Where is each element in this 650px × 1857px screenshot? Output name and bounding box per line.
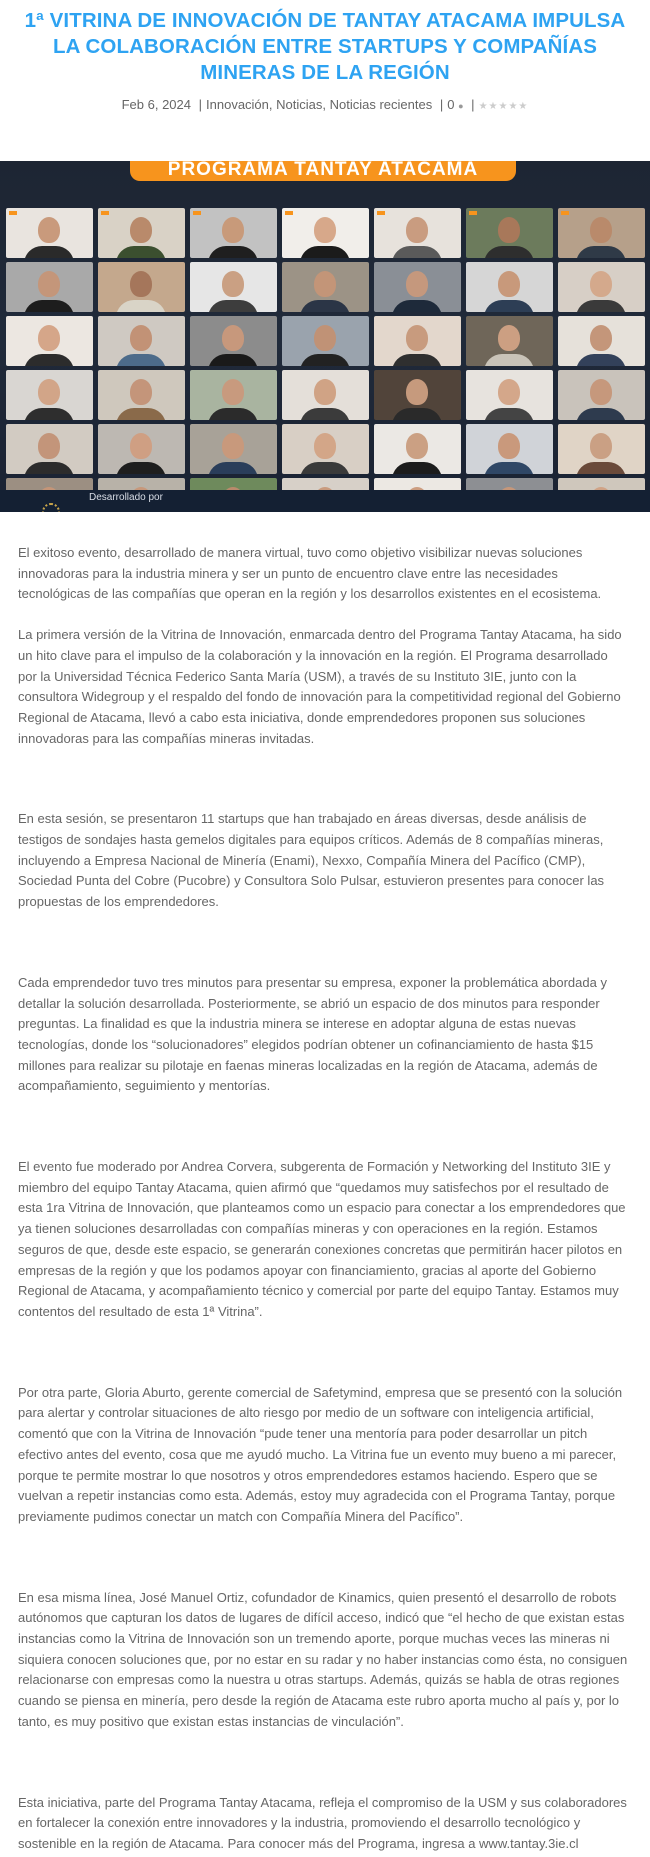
participant-shoulders [576, 408, 626, 420]
participant-shoulders [208, 408, 258, 420]
participant-avatar [498, 271, 520, 297]
seal-icon [42, 503, 60, 512]
comment-count: 0 [447, 97, 455, 112]
participant-video-tile [190, 208, 277, 258]
participant-video-tile [466, 370, 553, 420]
participant-avatar [38, 217, 60, 243]
participant-avatar [498, 433, 520, 459]
participant-video-tile [374, 262, 461, 312]
meta-separator: | [471, 97, 475, 112]
participant-shoulders [24, 462, 74, 474]
participant-avatar [590, 325, 612, 351]
article-body [18, 543, 630, 1855]
participant-video-tile [282, 424, 369, 474]
participant-avatar [498, 325, 520, 351]
article-paragraph: Por otra parte, Gloria Aburto, gerente comercial de Safetymind, empresa que se presentó con la solución para alertar y controlar situaciones de alto riesgo por medio de un software con inteligencia artificial, comentó que con la Vitrina de Innovación “pude tener una mentoría para poder desarrollar un pitch efectivo antes del evento, cosa que me ayudó mucho. La Vitrina fue un evento muy bueno a mi parecer, porque te permite mostrar lo que nosotros y otros emprendedores estamos haciendo. Espero que se vuelvan a repetir instancias como esta. Además, estoy muy agradecida con el Programa Tantay, porque previamente pudimos conectar un match con Compañía Minera del Pacífico”. [18, 1384, 623, 1524]
article-paragraph: La primera versión de la Vitrina de Innovación, enmarcada dentro del Programa Tantay Atacama, ha sido un hito clave para el impulso de la colaboración y la innovación en la región. El Programa desarrollado por la Universidad Técnica Federico Santa María (USM), a través de su Instituto 3IE, junto con la consultora Widegroup y el respaldo del fondo de innovación para la competitividad regional del Gobierno Regional de Atacama, llevó a cabo esta iniciativa, donde emprendedores proponen sus soluciones innovadoras para las compañías mineras invitadas. [18, 627, 622, 746]
participant-avatar [590, 217, 612, 243]
post-meta: Feb 6, 2024 | Innovación, Noticias, Noticias recientes | 0 ● | ★★★★★ [121, 97, 529, 112]
participant-shoulders [300, 300, 350, 312]
participants-grid [6, 208, 645, 512]
program-logo-icon [377, 211, 385, 215]
participant-video-tile [282, 208, 369, 258]
meta-separator: | [439, 97, 444, 112]
participant-shoulders [300, 246, 350, 258]
category-link-noticias[interactable]: Noticias [276, 97, 323, 112]
participant-shoulders [484, 246, 534, 258]
article-paragraph: Esta iniciativa, parte del Programa Tantay Atacama, refleja el compromiso de la USM y sus colaboradores en fortalecer la conexión entre innovadores y la industria, promoviendo el desarrollo tecnológico y sostenible en la región de Atacama. Para conocer más del Programa, ingresa a www.tantay.3ie.cl [18, 1794, 627, 1851]
participant-avatar [222, 433, 244, 459]
participant-shoulders [208, 300, 258, 312]
participant-shoulders [208, 246, 258, 258]
participant-video-tile [282, 316, 369, 366]
participant-avatar [590, 433, 612, 459]
developed-by-label: Desarrollado por [89, 492, 163, 503]
participant-shoulders [116, 300, 166, 312]
participant-shoulders [576, 462, 626, 474]
participant-shoulders [392, 354, 442, 366]
participant-avatar [130, 217, 152, 243]
participant-avatar [314, 379, 336, 405]
program-logo-icon [469, 211, 477, 215]
participant-shoulders [116, 408, 166, 420]
participant-shoulders [392, 300, 442, 312]
participant-video-tile [6, 370, 93, 420]
participant-avatar [498, 217, 520, 243]
participant-avatar [590, 379, 612, 405]
participant-avatar [130, 271, 152, 297]
category-link-innovacion[interactable]: Innovación [206, 97, 269, 112]
participant-video-tile [558, 262, 645, 312]
participant-avatar [406, 325, 428, 351]
participant-video-tile [98, 262, 185, 312]
article-paragraph: Cada emprendedor tuvo tres minutos para presentar su empresa, exponer la problemática abordada y detallar la solución desarrollada. Posteriormente, se abrió un espacio de dos minutos para responder preguntas. La finalidad es que la industria minera se interese en adoptar alguna de estas nuevas tecnologías, donde los “solucionadores” elegidos podrían obtener un cofinanciamiento de hasta $15 millones para realizar su pilotaje en faenas mineras localizadas en la región de Atacama, además de acompañamiento, seguimiento y mentorías. [18, 974, 607, 1094]
participant-shoulders [24, 354, 74, 366]
participant-video-tile [190, 370, 277, 420]
participant-shoulders [392, 462, 442, 474]
post-title: 1ª VITRINA DE INNOVACIÓN DE TANTAY ATACAMA IMPULSA LA COLABORACIÓN ENTRE STARTUPS Y COMPAÑÍAS MINERAS DE LA REGIÓN [24, 9, 626, 84]
participant-video-tile [466, 316, 553, 366]
participant-avatar [590, 271, 612, 297]
participant-video-tile [98, 208, 185, 258]
participant-shoulders [300, 408, 350, 420]
participant-video-tile [190, 424, 277, 474]
participant-video-tile [6, 316, 93, 366]
rating-stars-icon: ★★★★★ [478, 101, 529, 112]
comment-bubble-icon: ● [458, 101, 464, 111]
participant-shoulders [484, 300, 534, 312]
post-date: Feb 6, 2024 [121, 97, 191, 112]
participant-avatar [38, 379, 60, 405]
participant-shoulders [484, 462, 534, 474]
participant-video-tile [466, 262, 553, 312]
participant-avatar [314, 433, 336, 459]
participant-avatar [406, 433, 428, 459]
participant-shoulders [576, 300, 626, 312]
participant-shoulders [208, 354, 258, 366]
participant-shoulders [300, 354, 350, 366]
participant-video-tile [558, 316, 645, 366]
article-paragraph: En esa misma línea, José Manuel Ortiz, cofundador de Kinamics, quien presentó el desarrollo de robots autónomos que capturan los datos de lugares de difícil acceso, indicó que “el hecho de que existan estas instancias como la Vitrina de Innovación son un tremendo aporte, porque muchas veces las mineras ni siquiera conocen soluciones que, por no estar en su radar y no haber instancias como ésta, no consiguen relacionarse con empresas como la nuestra u otras startups. Además, quizás se habla de otras regiones cuando se piensa en minería, pero desde la región de Atacama este rubro aporta mucho al país y, por lo tanto, es muy positivo que existan estas instancias de vinculación”. [18, 1589, 628, 1729]
post-header [0, 0, 650, 116]
featured-image [0, 161, 650, 512]
participant-avatar [498, 379, 520, 405]
article-paragraph: El exitoso evento, desarrollado de manera virtual, tuvo como objetivo visibilizar nuevas soluciones innovadoras para la industria minera y ser un punto de encuentro clave entre las necesidades tecnológicas de las compañías que operan en la región y los desarrollos existentes en el ecosistema. [18, 545, 602, 602]
article-paragraph: El evento fue moderado por Andrea Corvera, subgerenta de Formación y Networking del Instituto 3IE y miembro del equipo Tantay Atacama, quien afirmó que “quedamos muy satisfechos por el resultado de esta 1ra Vitrina de Innovación, que planteamos como un espacio para conectar a los emprendedores que ya tienen soluciones desarrolladas con compañías mineras y con operaciones en la región. Estamos seguros de que, desde este espacio, se generarán conexiones concretas que permitirán hacer pilotos en empresas de la región y que los podamos apoyar con financiamiento, gracias al aporte del Gobierno Regional de Atacama, y acompañamiento técnico y comercial por parte del equipo Tantay. Estamos muy contentos del resultado de esta 1ª Vitrina”. [18, 1159, 626, 1319]
program-logo-icon [101, 211, 109, 215]
participant-shoulders [208, 462, 258, 474]
article-paragraph: En esta sesión, se presentaron 11 startups que han trabajado en áreas diversas, desde análisis de testigos de sondajes hasta gemelos digitales para equipos críticos. Además de 8 compañías mineras, incluyendo a Empresa Nacional de Minería (Enami), Nexxo, Compañía Minera del Pacífico (CMP), Sociedad Punta del Cobre (Pucobre) y Consultora Solo Pulsar, estuvieron presentes para conocer las propuestas de los emprendedores. [18, 811, 605, 910]
participant-shoulders [116, 354, 166, 366]
participant-avatar [406, 379, 428, 405]
participant-shoulders [392, 408, 442, 420]
participant-avatar [314, 325, 336, 351]
participant-avatar [406, 217, 428, 243]
participant-video-tile [98, 370, 185, 420]
participant-video-tile [6, 208, 93, 258]
participant-video-tile [6, 262, 93, 312]
participant-avatar [222, 379, 244, 405]
participant-shoulders [484, 408, 534, 420]
featured-image-footer [0, 490, 650, 512]
participant-avatar [314, 217, 336, 243]
participant-avatar [38, 433, 60, 459]
program-logo-icon [561, 211, 569, 215]
participant-shoulders [300, 462, 350, 474]
program-logo-icon [9, 211, 17, 215]
participant-video-tile [98, 424, 185, 474]
comments-link[interactable] [447, 97, 463, 112]
participant-avatar [222, 271, 244, 297]
participant-shoulders [484, 354, 534, 366]
participant-avatar [130, 379, 152, 405]
category-link-noticias-recientes[interactable]: Noticias recientes [329, 97, 433, 112]
participant-shoulders [116, 246, 166, 258]
participant-avatar [38, 271, 60, 297]
participant-shoulders [576, 246, 626, 258]
participant-avatar [222, 325, 244, 351]
program-banner: PROGRAMA TANTAY ATACAMA [130, 161, 516, 181]
program-logo-icon [193, 211, 201, 215]
participant-video-tile [282, 262, 369, 312]
meta-separator: | [198, 97, 203, 112]
participant-shoulders [24, 408, 74, 420]
participant-video-tile [374, 424, 461, 474]
participant-video-tile [98, 316, 185, 366]
participant-avatar [222, 217, 244, 243]
participant-video-tile [466, 208, 553, 258]
participant-video-tile [558, 208, 645, 258]
participant-avatar [38, 325, 60, 351]
participant-video-tile [466, 424, 553, 474]
participant-video-tile [190, 316, 277, 366]
participant-avatar [314, 271, 336, 297]
participant-video-tile [190, 262, 277, 312]
participant-shoulders [392, 246, 442, 258]
participant-avatar [130, 433, 152, 459]
participant-shoulders [576, 354, 626, 366]
participant-video-tile [374, 316, 461, 366]
participant-shoulders [24, 300, 74, 312]
participant-video-tile [558, 370, 645, 420]
participant-shoulders [24, 246, 74, 258]
participant-video-tile [374, 370, 461, 420]
program-logo-icon [285, 211, 293, 215]
participant-video-tile [6, 424, 93, 474]
participant-video-tile [282, 370, 369, 420]
participant-avatar [130, 325, 152, 351]
participant-video-tile [558, 424, 645, 474]
participant-avatar [406, 271, 428, 297]
participant-shoulders [116, 462, 166, 474]
participant-video-tile [374, 208, 461, 258]
